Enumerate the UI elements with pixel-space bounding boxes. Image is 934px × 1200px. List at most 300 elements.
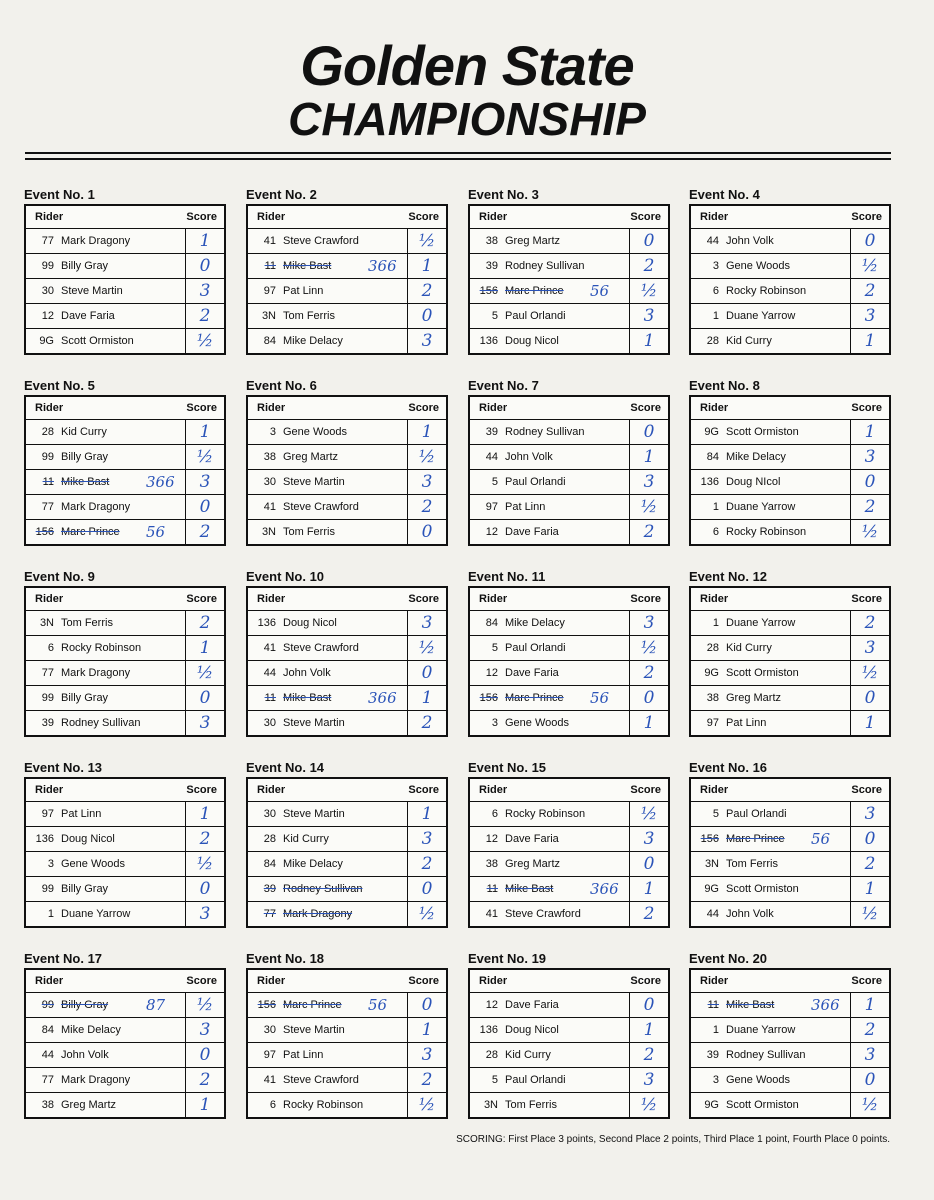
rider-name: Scott Ormiston	[726, 426, 799, 438]
handwritten-score: 1	[199, 231, 211, 251]
table-row	[248, 902, 446, 926]
rider-column-header: Rider	[700, 402, 729, 414]
score-cell	[185, 495, 224, 519]
score-cell	[407, 852, 446, 876]
table-row	[691, 304, 889, 329]
score-cell	[407, 304, 446, 328]
handwritten-score: 2	[199, 829, 211, 849]
table-row	[26, 520, 224, 544]
handwritten-score: 0	[421, 879, 433, 899]
event-card	[468, 186, 670, 355]
rider-number: 5	[491, 310, 498, 322]
score-cell	[629, 470, 668, 494]
handwritten-score: 1	[421, 422, 433, 442]
event-table	[246, 968, 448, 1119]
score-cell	[407, 611, 446, 635]
rider-number: 44	[41, 1049, 54, 1061]
score-cell	[185, 711, 224, 735]
rider-name: Tom Ferris	[283, 526, 335, 538]
score-cell	[407, 1093, 446, 1117]
table-row	[691, 1018, 889, 1043]
score-cell	[185, 1093, 224, 1117]
score-cell	[407, 445, 446, 469]
score-column-header: Score	[630, 593, 661, 605]
table-row	[248, 1043, 446, 1068]
score-cell	[407, 229, 446, 253]
table-row	[248, 445, 446, 470]
table-row	[26, 711, 224, 735]
handwritten-score: 3	[421, 1045, 433, 1065]
score-cell	[407, 993, 446, 1017]
rider-number: 3	[47, 858, 54, 870]
score-cell	[629, 420, 668, 444]
rider-number: 1	[712, 501, 719, 513]
handwritten-score: 1	[199, 1095, 211, 1115]
table-row	[26, 1068, 224, 1093]
rider-name: Steve Crawford	[283, 1074, 359, 1086]
table-row	[26, 420, 224, 445]
rider-number: 136	[257, 617, 276, 629]
rider-number: 97	[41, 808, 54, 820]
rider-number: 136	[700, 476, 719, 488]
score-column-header: Score	[408, 784, 439, 796]
table-row	[691, 254, 889, 279]
rider-name: John Volk	[283, 667, 331, 679]
rider-number: 11	[264, 692, 276, 704]
handwritten-score: 2	[864, 613, 876, 633]
event-card	[24, 759, 226, 928]
event-card	[689, 568, 891, 737]
score-cell	[850, 1068, 889, 1092]
table-row	[470, 304, 668, 329]
rider-number: 6	[712, 526, 719, 538]
event-title: Event No. 16	[689, 760, 768, 775]
rider-name: John Volk	[726, 235, 774, 247]
score-cell	[629, 802, 668, 826]
rider-name: Mike Delacy	[283, 335, 343, 347]
rider-number: 30	[263, 1024, 276, 1036]
rider-number: 39	[263, 883, 276, 895]
handwritten-score: 3	[643, 306, 655, 326]
score-cell	[850, 711, 889, 735]
rider-number: 30	[263, 476, 276, 488]
event-table	[468, 777, 670, 928]
rider-name: Rocky Robinson	[726, 285, 807, 297]
handwritten-score: 3	[199, 713, 211, 733]
rider-name: Duane Yarrow	[726, 310, 796, 322]
score-cell	[407, 636, 446, 660]
handwritten-score: 1	[199, 804, 211, 824]
rider-number: 156	[479, 285, 498, 297]
rider-number: 84	[263, 858, 276, 870]
table-row	[691, 445, 889, 470]
rider-name: Mike Delacy	[283, 858, 343, 870]
event-card	[689, 759, 891, 928]
event-table	[689, 586, 891, 737]
event-card	[468, 759, 670, 928]
rider-name: Gene Woods	[726, 1074, 791, 1086]
score-column-header: Score	[408, 402, 439, 414]
score-cell	[185, 827, 224, 851]
score-cell	[850, 495, 889, 519]
handwritten-score: 0	[421, 995, 433, 1015]
table-row	[691, 611, 889, 636]
score-cell	[850, 686, 889, 710]
table-row	[691, 420, 889, 445]
table-row	[470, 329, 668, 353]
score-cell	[629, 877, 668, 901]
score-cell	[629, 902, 668, 926]
handwritten-score: 2	[199, 1070, 211, 1090]
handwritten-score: 1	[864, 422, 876, 442]
table-row	[248, 711, 446, 735]
event-title: Event No. 19	[468, 951, 547, 966]
rider-name: Kid Curry	[505, 1049, 551, 1061]
handwritten-score: 0	[864, 688, 876, 708]
rider-number: 39	[485, 260, 498, 272]
rider-name: Mike Bast	[283, 260, 332, 272]
title-rule-bottom	[25, 158, 891, 160]
table-row	[26, 827, 224, 852]
rider-number: 1	[712, 617, 719, 629]
rider-number: 97	[263, 285, 276, 297]
table-row	[248, 1093, 446, 1117]
score-cell	[629, 520, 668, 544]
rider-number: 6	[712, 285, 719, 297]
rider-number: 6	[269, 1099, 276, 1111]
rider-name: Duane Yarrow	[726, 1024, 796, 1036]
event-card	[24, 377, 226, 546]
rider-number: 11	[707, 999, 719, 1011]
score-cell	[407, 520, 446, 544]
rider-name: Steve Martin	[283, 1024, 345, 1036]
handwritten-score: ½	[196, 995, 214, 1015]
handwritten-score: ½	[418, 1095, 436, 1115]
table-header	[248, 206, 446, 229]
table-row	[470, 611, 668, 636]
table-header	[691, 970, 889, 993]
rider-name: Billy Gray	[61, 451, 109, 463]
handwritten-score: ½	[196, 447, 214, 467]
table-row	[470, 495, 668, 520]
rider-name: Paul Orlandi	[505, 1074, 566, 1086]
rider-number: 6	[47, 642, 54, 654]
table-header	[691, 206, 889, 229]
score-cell	[407, 902, 446, 926]
table-row	[26, 877, 224, 902]
table-row	[26, 1043, 224, 1068]
handwritten-score: 1	[864, 331, 876, 351]
rider-column-header: Rider	[479, 784, 508, 796]
rider-name: Tom Ferris	[283, 310, 335, 322]
handwritten-score: 2	[421, 713, 433, 733]
handwritten-score: ½	[418, 638, 436, 658]
table-row	[470, 1018, 668, 1043]
score-cell	[185, 661, 224, 685]
handwritten-score: 3	[864, 804, 876, 824]
rider-name: Greg Martz	[505, 235, 561, 247]
table-row	[470, 686, 668, 711]
rider-name: Kid Curry	[726, 642, 772, 654]
table-header	[470, 397, 668, 420]
score-cell	[629, 993, 668, 1017]
event-table	[468, 204, 670, 355]
score-column-header: Score	[851, 402, 882, 414]
rider-number: 44	[263, 667, 276, 679]
event-title: Event No. 14	[246, 760, 325, 775]
event-table	[24, 968, 226, 1119]
table-header	[470, 588, 668, 611]
rider-name: Gene Woods	[61, 858, 126, 870]
event-table	[689, 204, 891, 355]
handwritten-note: 366	[590, 880, 619, 898]
rider-name: Billy Gray	[61, 692, 109, 704]
table-row	[470, 827, 668, 852]
handwritten-score: 2	[643, 904, 655, 924]
table-row	[248, 1068, 446, 1093]
event-title: Event No. 15	[468, 760, 547, 775]
event-table	[246, 586, 448, 737]
score-column-header: Score	[851, 593, 882, 605]
rider-number: 84	[263, 335, 276, 347]
rider-number: 9G	[704, 426, 719, 438]
handwritten-score: 3	[643, 472, 655, 492]
scoring-note: SCORING: First Place 3 points, Second Place 2 points, Third Place 1 point, Fourth Place 0 points.	[456, 1134, 890, 1145]
handwritten-score: 2	[643, 522, 655, 542]
handwritten-score: ½	[640, 1095, 658, 1115]
event-title: Event No. 5	[24, 378, 95, 393]
table-row	[691, 993, 889, 1018]
rider-name: Mark Dragony	[61, 501, 131, 513]
rider-number: 5	[491, 1074, 498, 1086]
rider-number: 9G	[704, 1099, 719, 1111]
rider-name: Dave Faria	[505, 526, 559, 538]
rider-name: Mark Dragony	[283, 908, 353, 920]
score-cell	[407, 495, 446, 519]
rider-name: Steve Crawford	[283, 501, 359, 513]
event-card	[689, 950, 891, 1119]
table-row	[248, 636, 446, 661]
rider-number: 9G	[39, 335, 54, 347]
score-cell	[185, 802, 224, 826]
rider-name: Gene Woods	[505, 717, 570, 729]
rider-number: 99	[41, 692, 54, 704]
handwritten-score: 0	[421, 663, 433, 683]
table-row	[470, 1068, 668, 1093]
rider-name: Paul Orlandi	[505, 310, 566, 322]
rider-number: 6	[491, 808, 498, 820]
score-cell	[185, 852, 224, 876]
rider-name: Kid Curry	[726, 335, 772, 347]
table-row	[248, 520, 446, 544]
rider-name: Duane Yarrow	[726, 617, 796, 629]
score-cell	[407, 661, 446, 685]
table-row	[691, 686, 889, 711]
rider-name: Rodney Sullivan	[726, 1049, 806, 1061]
handwritten-score: 0	[864, 231, 876, 251]
handwritten-score: ½	[861, 663, 879, 683]
table-row	[26, 611, 224, 636]
rider-number: 136	[479, 335, 498, 347]
rider-column-header: Rider	[479, 402, 508, 414]
rider-number: 44	[706, 235, 719, 247]
score-cell	[185, 420, 224, 444]
rider-name: Paul Orlandi	[726, 808, 787, 820]
score-cell	[850, 1018, 889, 1042]
rider-number: 39	[706, 1049, 719, 1061]
handwritten-score: 1	[864, 879, 876, 899]
handwritten-score: 2	[421, 497, 433, 517]
table-row	[470, 520, 668, 544]
score-cell	[407, 329, 446, 353]
rider-name: Mark Dragony	[61, 1074, 131, 1086]
score-cell	[185, 445, 224, 469]
table-row	[691, 1043, 889, 1068]
event-card	[246, 759, 448, 928]
rider-name: Rocky Robinson	[61, 642, 142, 654]
score-column-header: Score	[851, 975, 882, 987]
table-row	[691, 279, 889, 304]
rider-number: 3N	[39, 617, 54, 629]
event-title: Event No. 18	[246, 951, 325, 966]
score-cell	[850, 304, 889, 328]
rider-name: John Volk	[505, 451, 553, 463]
event-table	[246, 204, 448, 355]
rider-number: 38	[263, 451, 276, 463]
score-cell	[629, 852, 668, 876]
handwritten-score: 1	[199, 422, 211, 442]
score-cell	[185, 229, 224, 253]
table-header	[470, 779, 668, 802]
rider-name: Mark Dragony	[61, 235, 131, 247]
rider-number: 77	[41, 235, 54, 247]
score-column-header: Score	[186, 402, 217, 414]
score-cell	[407, 877, 446, 901]
table-row	[26, 1093, 224, 1117]
event-table	[689, 968, 891, 1119]
handwritten-note: 366	[146, 473, 175, 491]
handwritten-score: 2	[199, 522, 211, 542]
rider-name: Steve Martin	[283, 717, 345, 729]
rider-name: Paul Orlandi	[505, 642, 566, 654]
handwritten-score: 0	[864, 472, 876, 492]
rider-number: 11	[42, 476, 54, 488]
table-row	[248, 686, 446, 711]
score-column-header: Score	[851, 211, 882, 223]
rider-number: 41	[263, 235, 276, 247]
table-header	[26, 206, 224, 229]
score-cell	[185, 993, 224, 1017]
handwritten-score: 3	[864, 447, 876, 467]
rider-name: Billy Gray	[61, 999, 109, 1011]
score-column-header: Score	[186, 975, 217, 987]
rider-number: 1	[712, 310, 719, 322]
event-title: Event No. 2	[246, 187, 317, 202]
handwritten-score: 1	[421, 688, 433, 708]
handwritten-score: ½	[861, 1095, 879, 1115]
rider-number: 12	[485, 526, 498, 538]
handwritten-score: 2	[864, 497, 876, 517]
score-cell	[185, 520, 224, 544]
table-row	[248, 304, 446, 329]
handwritten-score: 3	[421, 472, 433, 492]
event-card	[689, 377, 891, 546]
score-column-header: Score	[408, 211, 439, 223]
event-card	[246, 377, 448, 546]
rider-number: 12	[41, 310, 54, 322]
rider-name: Mike Bast	[61, 476, 110, 488]
table-row	[691, 711, 889, 735]
table-row	[691, 636, 889, 661]
rider-name: Greg Martz	[283, 451, 339, 463]
handwritten-score: ½	[861, 522, 879, 542]
rider-column-header: Rider	[257, 402, 286, 414]
handwritten-score: 3	[199, 472, 211, 492]
score-cell	[850, 420, 889, 444]
rider-name: Duane Yarrow	[61, 908, 131, 920]
table-row	[26, 802, 224, 827]
score-cell	[629, 279, 668, 303]
score-cell	[629, 1043, 668, 1067]
table-row	[26, 852, 224, 877]
rider-number: 9G	[704, 883, 719, 895]
title-rule-top	[25, 152, 891, 154]
score-cell	[629, 329, 668, 353]
table-row	[26, 329, 224, 353]
table-row	[26, 254, 224, 279]
score-cell	[850, 636, 889, 660]
rider-number: 77	[41, 501, 54, 513]
event-card	[24, 568, 226, 737]
table-row	[248, 802, 446, 827]
event-title: Event No. 17	[24, 951, 103, 966]
rider-column-header: Rider	[35, 402, 64, 414]
event-title: Event No. 10	[246, 569, 325, 584]
rider-number: 5	[491, 476, 498, 488]
rider-number: 97	[706, 717, 719, 729]
handwritten-score: 1	[421, 1020, 433, 1040]
score-cell	[185, 470, 224, 494]
rider-name: Marc Prince	[505, 692, 564, 704]
score-cell	[850, 520, 889, 544]
handwritten-score: 1	[864, 713, 876, 733]
rider-number: 156	[257, 999, 276, 1011]
rider-name: Duane Yarrow	[726, 501, 796, 513]
handwritten-score: 1	[643, 1020, 655, 1040]
handwritten-score: 3	[643, 829, 655, 849]
event-card	[246, 568, 448, 737]
table-row	[470, 420, 668, 445]
rider-name: Scott Ormiston	[726, 667, 799, 679]
table-row	[470, 877, 668, 902]
rider-number: 11	[486, 883, 498, 895]
rider-number: 5	[491, 642, 498, 654]
rider-column-header: Rider	[700, 211, 729, 223]
table-row	[691, 827, 889, 852]
event-title: Event No. 11	[468, 569, 546, 584]
handwritten-score: 1	[643, 447, 655, 467]
rider-name: Mark Dragony	[61, 667, 131, 679]
handwritten-score: 2	[199, 613, 211, 633]
table-row	[248, 420, 446, 445]
score-cell	[185, 1043, 224, 1067]
rider-number: 3N	[483, 1099, 498, 1111]
rider-number: 12	[485, 833, 498, 845]
score-cell	[850, 852, 889, 876]
rider-name: Pat Linn	[726, 717, 767, 729]
rider-number: 77	[41, 1074, 54, 1086]
table-row	[248, 611, 446, 636]
